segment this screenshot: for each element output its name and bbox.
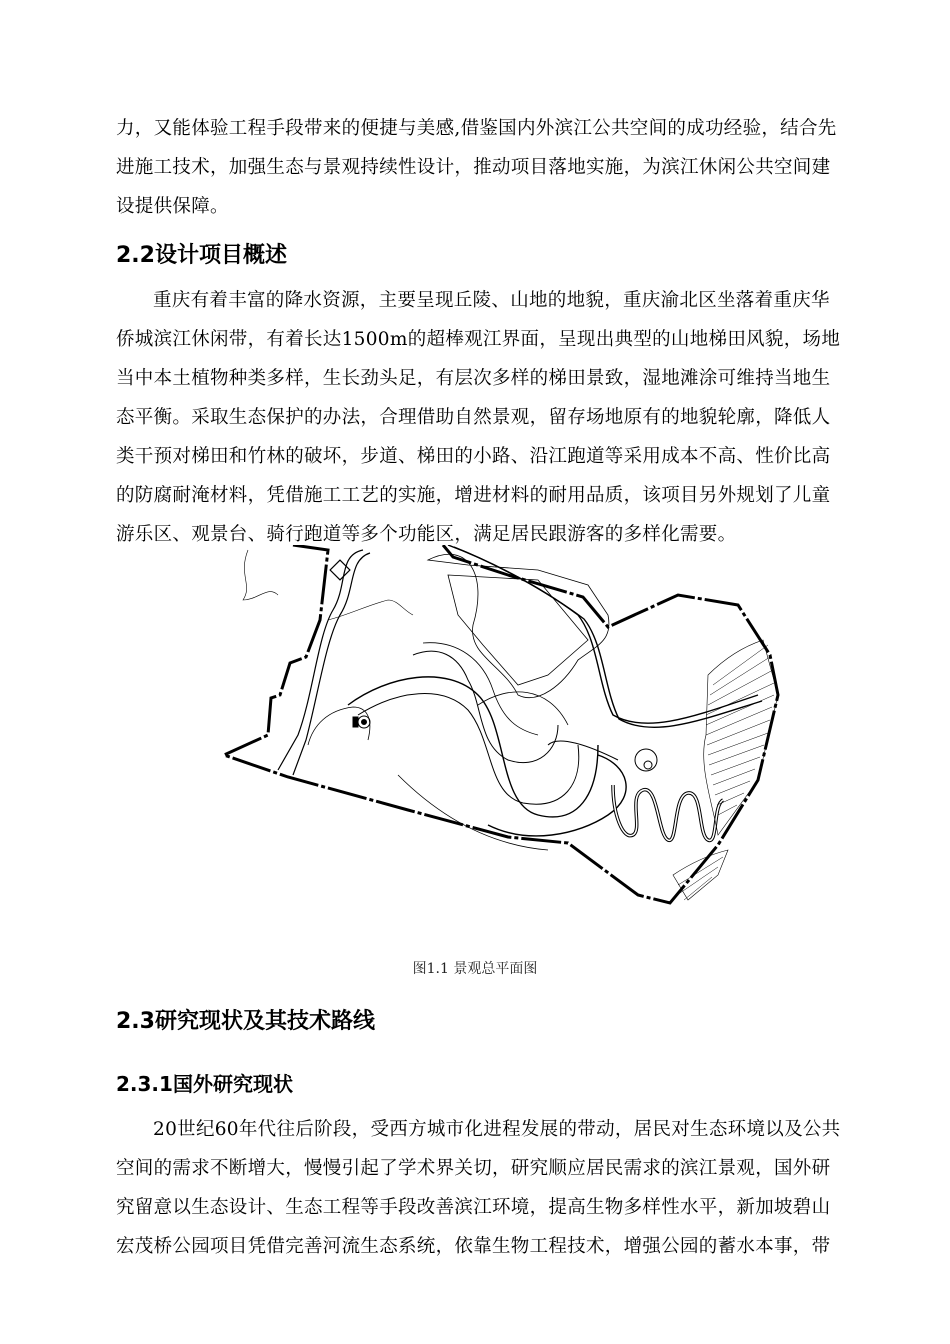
- text-line: 态平衡。采取生态保护的办法，合理借助自然景观，留存场地原有的地貌轮廓，降低人: [116, 407, 831, 428]
- text-line: 20世纪60年代往后阶段，受西方城市化进程发展的带动，居民对生态环境以及公共: [153, 1119, 841, 1140]
- section-heading-2-3: 2.3研究现状及其技术路线: [116, 1009, 375, 1034]
- site-plan-drawing: [218, 545, 788, 910]
- section-2-3-1-paragraph: [116, 1110, 858, 1266]
- intro-paragraph: [116, 109, 858, 226]
- text-line: 侨城滨江休闲带，有着长达1500m的超棒观江界面，呈现出典型的山地梯田风貌，场地: [116, 329, 841, 350]
- section-heading-2-2: 2.2设计项目概述: [116, 243, 287, 268]
- text-line: 宏茂桥公园项目凭借完善河流生态系统，依靠生物工程技术，增强公园的蓄水本事，带: [116, 1236, 831, 1257]
- section-2-2-paragraph: [116, 281, 858, 554]
- text-line: 空间的需求不断增大，慢慢引起了学术界关切，研究顺应居民需求的滨江景观，国外研: [116, 1158, 831, 1179]
- text-line: 当中本土植物种类多样，生长劲头足，有层次多样的梯田景致，湿地滩涂可维持当地生: [116, 368, 831, 389]
- text-line: 设提供保障。: [116, 196, 229, 217]
- text-line: 重庆有着丰富的降水资源，主要呈现丘陵、山地的地貌，重庆渝北区坐落着重庆华: [153, 290, 830, 311]
- text-line: 究留意以生态设计、生态工程等手段改善滨江环境，提高生物多样性水平，新加坡碧山: [116, 1197, 831, 1218]
- landscape-master-plan-figure: [218, 545, 788, 910]
- text-line: 类干预对梯田和竹林的破坏，步道、梯田的小路、沿江跑道等采用成本不高、性价比高: [116, 446, 831, 467]
- text-line: 进施工技术，加强生态与景观持续性设计，推动项目落地实施，为滨江休闲公共空间建: [116, 157, 831, 178]
- text-line: 的防腐耐淹材料，凭借施工工艺的实施，增进材料的耐用品质，该项目另外规划了儿童: [116, 485, 831, 506]
- figure-caption: 图1.1 景观总平面图: [412, 961, 538, 977]
- section-heading-2-3-1: 2.3.1国外研究现状: [116, 1072, 293, 1096]
- text-line: 力，又能体验工程手段带来的便捷与美感,借鉴国内外滨江公共空间的成功经验，结合先: [116, 118, 837, 139]
- text-line: 游乐区、观景台、骑行跑道等多个功能区，满足居民跟游客的多样化需要。: [116, 524, 737, 545]
